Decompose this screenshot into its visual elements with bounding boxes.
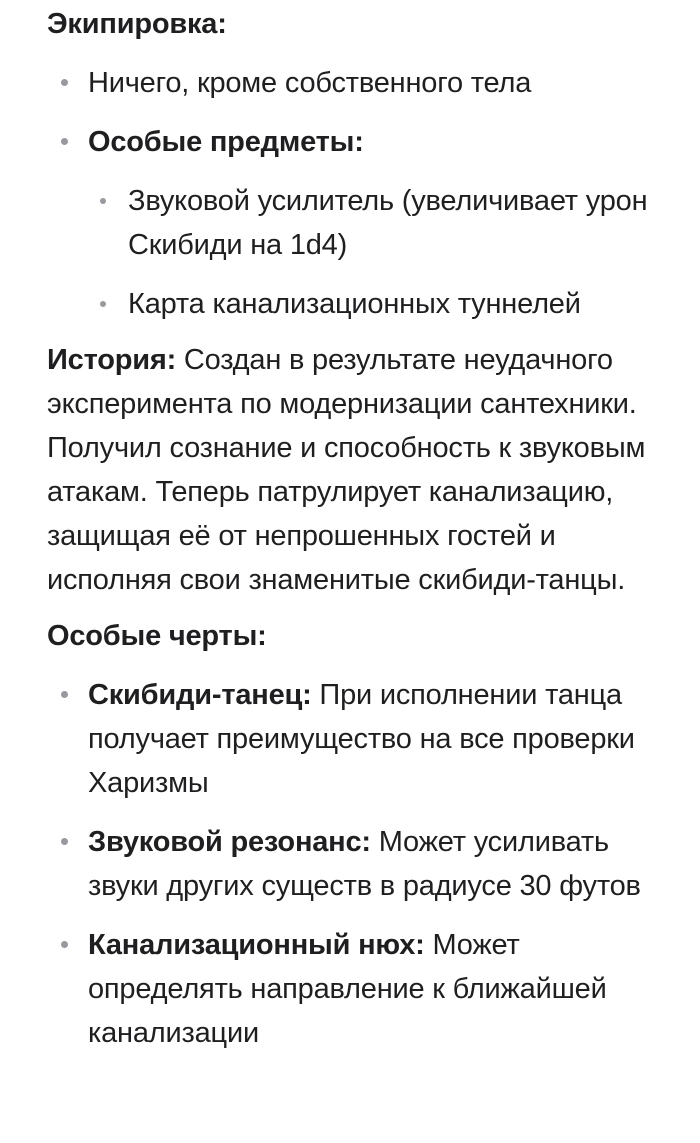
special-items-sublist: [88, 179, 655, 326]
bullet-icon: [61, 79, 68, 86]
trait-term: Звуковой резонанс:: [88, 826, 371, 858]
history-paragraph: [47, 338, 655, 602]
list-item-term: Особые предметы:: [88, 126, 364, 158]
trait-text: Может определять направление к ближайшей канализации: [88, 929, 607, 1049]
list-item-text: Карта канализационных туннелей: [128, 288, 581, 320]
history-text: Создан в результате неудачного эксперимента по модернизации сантехники. Получил сознание и способность к звуковым атакам. Теперь патрулирует канализацию, защищая её от непрошенных гостей и исполняя свои знаменитые скибиди-танцы.: [47, 344, 646, 596]
list-item: [47, 61, 655, 105]
bullet-icon: [100, 301, 106, 307]
list-item: [88, 282, 655, 326]
bullet-icon: [61, 941, 68, 948]
bullet-icon: [61, 838, 68, 845]
history-term: История:: [47, 344, 177, 376]
bullet-icon: [100, 198, 106, 204]
equipment-heading: Экипировка:: [47, 8, 227, 40]
list-item: [47, 923, 655, 1055]
bullet-icon: [61, 691, 68, 698]
list-item: [47, 820, 655, 908]
list-item: [47, 120, 655, 326]
list-item: [47, 673, 655, 805]
list-item-text: Звуковой усилитель (увеличивает урон Скибиди на 1d4): [128, 185, 648, 261]
equipment-list: [47, 61, 655, 326]
bullet-icon: [61, 138, 68, 145]
trait-term: Скибиди-танец:: [88, 679, 312, 711]
traits-heading: Особые черты:: [47, 620, 267, 652]
trait-text: Может усиливать звуки других существ в радиусе 30 футов: [88, 826, 641, 902]
list-item-text: Ничего, кроме собственного тела: [88, 67, 532, 99]
list-item: [88, 179, 655, 267]
trait-term: Канализационный нюх:: [88, 929, 425, 961]
traits-list: [47, 673, 655, 1055]
trait-text: При исполнении танца получает преимущество на все проверки Харизмы: [88, 679, 635, 799]
